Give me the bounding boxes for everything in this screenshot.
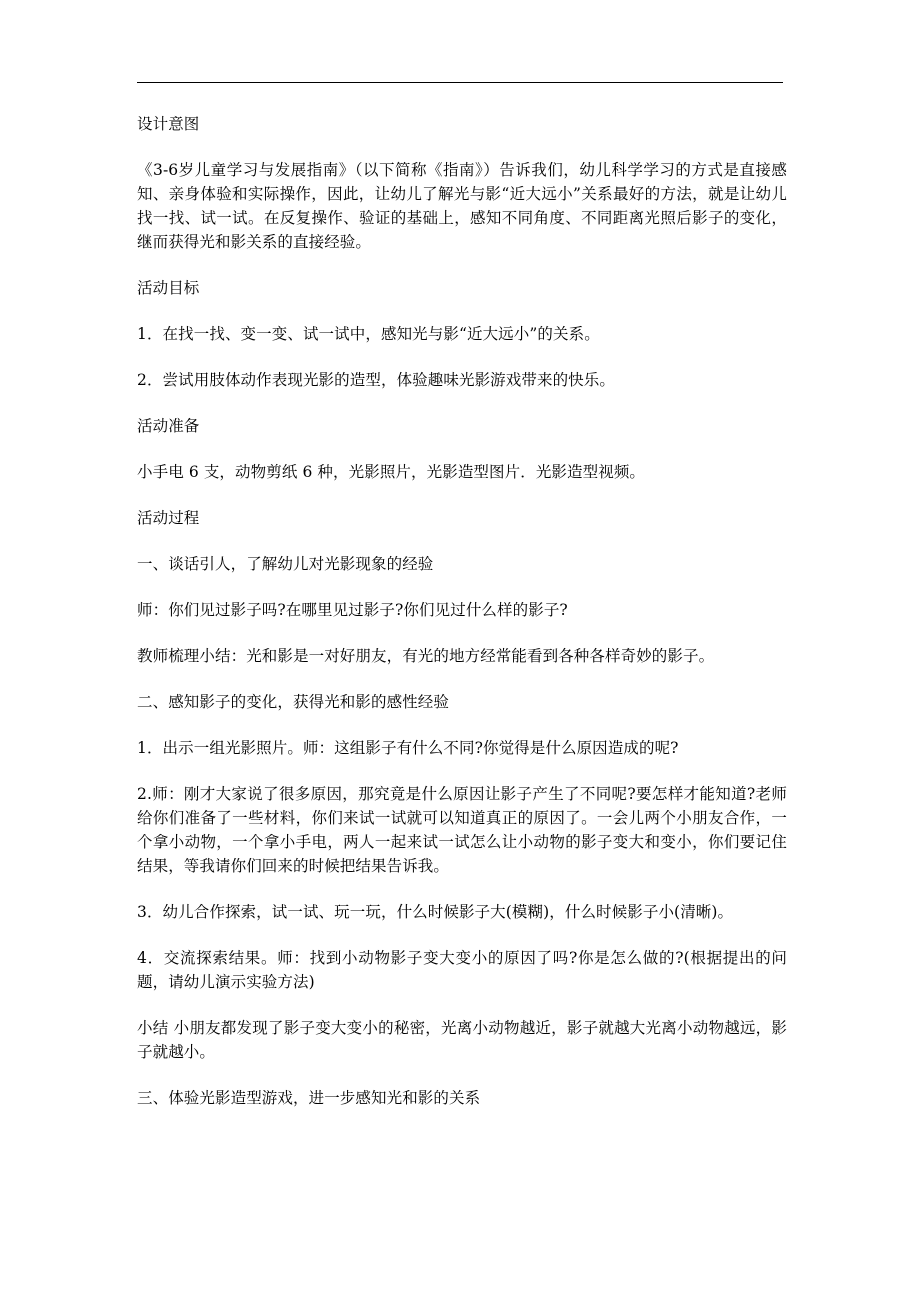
process-substep-4: 4．交流探索结果。师：找到小动物影子变大变小的原因了吗?你是怎么做的?(根据提出的问题，请幼儿演示实验方法) — [137, 949, 787, 991]
process-substep-3: 3．幼儿合作探索，试一试、玩一玩，什么时候影子大(模糊)，什么时候影子小(清晰)。 — [137, 903, 734, 921]
process-step-heading-1: 一、谈话引人，了解幼儿对光影现象的经验 — [137, 555, 434, 573]
section-heading-preparation: 活动准备 — [137, 417, 200, 435]
paragraph-summary: 小结 小朋友都发现了影子变大变小的秘密，光离小动物越近，影子就越大光离小动物越远，影子就越小。 — [137, 1019, 787, 1061]
paragraph-design-intent: 《3-6岁儿童学习与发展指南》（以下简称《指南》）告诉我们，幼儿科学学习的方式是直接感知、亲身体验和实际操作，因此，让幼儿了解光与影“近大远小”关系最好的方法，就是让幼儿找一找、试一试。在反复操作、验证的基础上，感知不同角度、不同距离光照后影子的变化，继而获得光和影关系的直接经验。 — [137, 161, 787, 251]
goal-item-1: 1．在找一找、变一变、试一试中，感知光与影“近大远小”的关系。 — [137, 325, 600, 343]
section-heading-goals: 活动目标 — [137, 279, 200, 297]
process-step-heading-3: 三、体验光影造型游戏，进一步感知光和影的关系 — [137, 1089, 481, 1107]
process-step-heading-2: 二、感知影子的变化，获得光和影的感性经验 — [137, 693, 450, 711]
process-substep-2: 2.师：刚才大家说了很多原因，那究竟是什么原因让影子产生了不同呢?要怎样才能知道?老师给你们准备了一些材料，你们来试一试就可以知道真正的原因了。一会儿两个小朋友合作，一个拿小动物，一个拿小手电，两人一起来试一试怎么让小动物的影子变大和变小，你们要记住结果，等我请你们回来的时候把结果告诉我。 — [137, 785, 787, 875]
paragraph-materials: 小手电 6 支，动物剪纸 6 种，光影照片，光影造型图片．光影造型视频。 — [137, 463, 646, 481]
goal-item-2: 2．尝试用肢体动作表现光影的造型，体验趣味光影游戏带来的快乐。 — [137, 371, 615, 389]
document-body — [137, 112, 787, 1132]
header-rule — [137, 82, 783, 83]
section-heading-design-intent: 设计意图 — [137, 115, 200, 133]
paragraph-teacher-summary: 教师梳理小结：光和影是一对好朋友，有光的地方经常能看到各种各样奇妙的影子。 — [137, 647, 715, 665]
process-substep-1: 1．出示一组光影照片。师：这组影子有什么不同?你觉得是什么原因造成的呢? — [137, 739, 679, 757]
paragraph-teacher-question: 师：你们见过影子吗?在哪里见过影子?你们见过什么样的影子? — [137, 601, 568, 619]
section-heading-process: 活动过程 — [137, 509, 200, 527]
